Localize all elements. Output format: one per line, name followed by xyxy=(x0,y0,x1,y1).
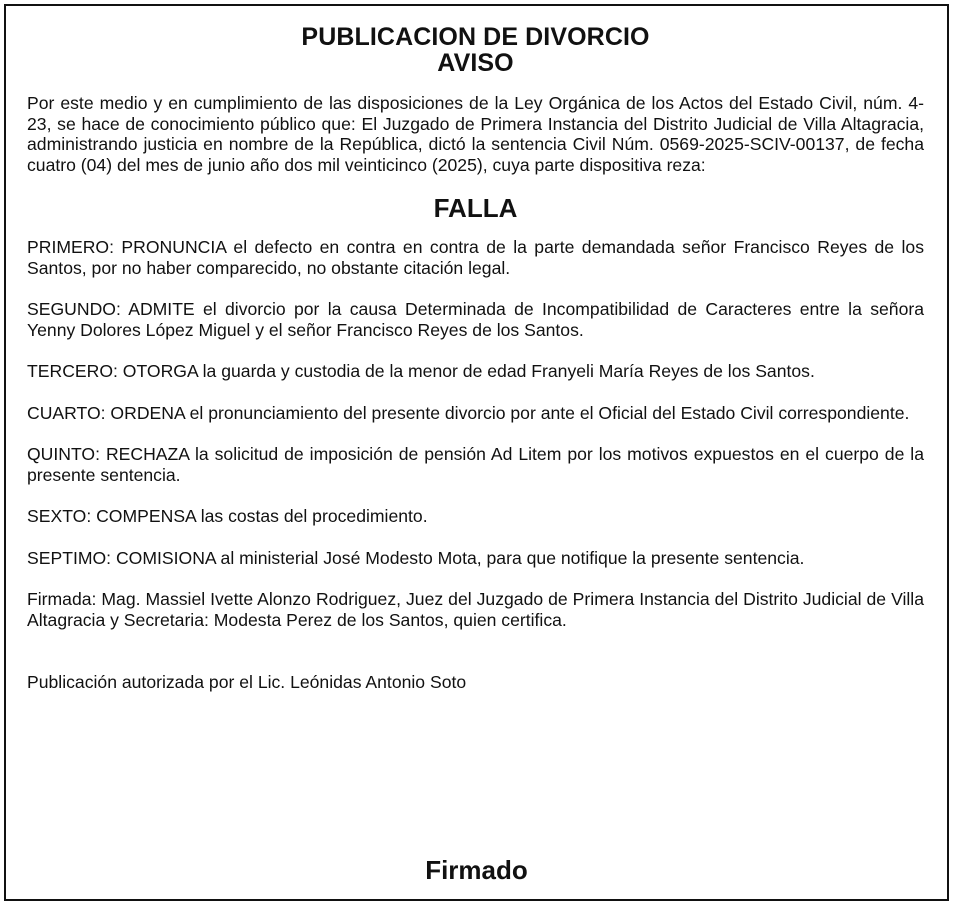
ruling-quinto: QUINTO: RECHAZA la solicitud de imposición de pensión Ad Litem por los motivos expuestos en el cuerpo de la presente sentencia. xyxy=(27,444,924,485)
ruling-segundo: SEGUNDO: ADMITE el divorcio por la causa Determinada de Incompatibilidad de Caracteres entre la señora Yenny Dolores López Miguel y el señor Francisco Reyes de los Santos. xyxy=(27,299,924,340)
notice-subtitle: AVISO xyxy=(437,49,514,77)
authorization-line: Publicación autorizada por el Lic. Leónidas Antonio Soto xyxy=(27,672,467,692)
firmado-footer: Firmado xyxy=(425,855,528,885)
falla-heading: FALLA xyxy=(433,193,518,223)
signature-paragraph: Firmada: Mag. Massiel Ivette Alonzo Rodriguez, Juez del Juzgado de Primera Instancia del Distrito Judicial de Villa Altagracia y Secretaria: Modesta Perez de los Santos, quien certifica. xyxy=(27,589,924,630)
ruling-primero: PRIMERO: PRONUNCIA el defecto en contra en contra de la parte demandada señor Francisco Reyes de los Santos, por no haber comparecido, no obstante citación legal. xyxy=(27,237,924,278)
notice-frame xyxy=(4,4,949,901)
notice-title: PUBLICACION DE DIVORCIO xyxy=(301,23,650,51)
intro-paragraph: Por este medio y en cumplimiento de las disposiciones de la Ley Orgánica de los Actos del Estado Civil, núm. 4-23, se hace de conocimiento público que: El Juzgado de Primera Instancia del Distrito Judicial de Villa Altagracia, administrando justicia en nombre de la República, dictó la sentencia Civil Núm. 0569-2025-SCIV-00137, de fecha cuatro (04) del mes de junio año dos mil veinticinco (2025), cuya parte dispositiva reza: xyxy=(27,93,924,175)
ruling-septimo: SEPTIMO: COMISIONA al ministerial José Modesto Mota, para que notifique la presente sentencia. xyxy=(27,547,805,568)
ruling-sexto: SEXTO: COMPENSA las costas del procedimiento. xyxy=(27,506,428,526)
notice-content xyxy=(27,6,924,693)
ruling-cuarto: CUARTO: ORDENA el pronunciamiento del presente divorcio por ante el Oficial del Estado Civil correspondiente. xyxy=(27,402,910,423)
ruling-tercero: TERCERO: OTORGA la guarda y custodia de la menor de edad Franyeli María Reyes de los Santos. xyxy=(27,361,815,381)
